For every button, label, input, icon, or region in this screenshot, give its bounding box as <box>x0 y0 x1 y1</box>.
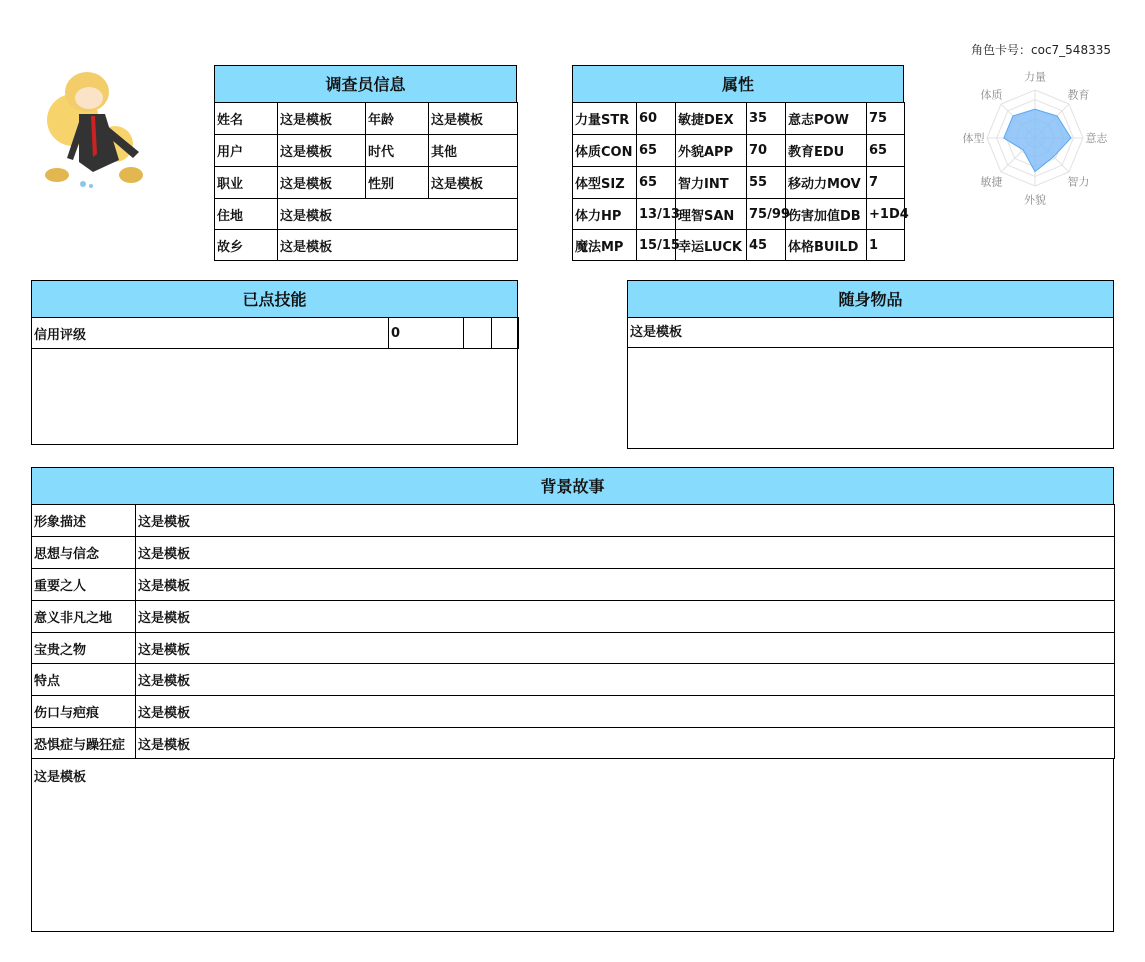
skills-table <box>31 317 519 349</box>
bg-value[interactable]: 这是模板 <box>136 728 1115 759</box>
radar-axis-label: 体质 <box>980 88 1003 102</box>
field-label: 故乡 <box>215 230 278 261</box>
attr-label: 外貌APP <box>676 135 747 167</box>
radar-axis-label: 教育 <box>1067 88 1090 102</box>
background-notes[interactable]: 这是模板 <box>31 758 1114 932</box>
skill-check[interactable] <box>464 318 492 349</box>
avatar <box>35 62 147 192</box>
bg-label: 重要之人 <box>32 569 136 601</box>
field-value[interactable]: 这是模板 <box>278 230 518 261</box>
bg-value[interactable]: 这是模板 <box>136 505 1115 537</box>
attr-value[interactable]: 1 <box>867 230 905 261</box>
background-header: 背景故事 <box>31 467 1114 505</box>
attr-value[interactable]: 7 <box>867 167 905 199</box>
attr-label: 移动力MOV <box>786 167 867 199</box>
attr-label: 体质CON <box>573 135 637 167</box>
field-label: 性别 <box>366 167 429 199</box>
attr-value[interactable]: 13/13 <box>637 199 676 230</box>
items-panel <box>627 317 1114 449</box>
field-value[interactable]: 这是模板 <box>278 167 366 199</box>
attr-value[interactable]: 55 <box>747 167 786 199</box>
bg-value[interactable]: 这是模板 <box>136 601 1115 633</box>
field-value[interactable]: 这是模板 <box>429 167 518 199</box>
field-label: 时代 <box>366 135 429 167</box>
field-value[interactable]: 其他 <box>429 135 518 167</box>
attr-value[interactable]: 65 <box>637 167 676 199</box>
field-value[interactable]: 这是模板 <box>429 103 518 135</box>
attr-value[interactable]: 75 <box>867 103 905 135</box>
field-value[interactable]: 这是模板 <box>278 103 366 135</box>
attr-label: 力量STR <box>573 103 637 135</box>
field-label: 年龄 <box>366 103 429 135</box>
radar-axis-label: 力量 <box>1024 70 1046 84</box>
attr-label: 敏捷DEX <box>676 103 747 135</box>
radar-axis-label: 意志 <box>1085 132 1108 145</box>
attr-label: 魔法MP <box>573 230 637 261</box>
attr-label: 理智SAN <box>676 199 747 230</box>
skill-name: 信用评级 <box>32 318 389 349</box>
attr-label: 意志POW <box>786 103 867 135</box>
bg-label: 意义非凡之地 <box>32 601 136 633</box>
bg-value[interactable]: 这是模板 <box>136 537 1115 569</box>
radar-axis-label: 外貌 <box>1024 193 1046 207</box>
bg-label: 伤口与疤痕 <box>32 696 136 728</box>
background-table <box>31 504 1115 759</box>
field-label: 用户 <box>215 135 278 167</box>
investigator-header: 调查员信息 <box>214 65 517 103</box>
bg-value[interactable]: 这是模板 <box>136 569 1115 601</box>
bg-value[interactable]: 这是模板 <box>136 696 1115 728</box>
radar-axis-label: 体型 <box>962 132 985 145</box>
attr-label: 幸运LUCK <box>676 230 747 261</box>
attr-label: 体力HP <box>573 199 637 230</box>
attr-value[interactable]: 65 <box>637 135 676 167</box>
radar-axis-label: 敏捷 <box>980 175 1003 189</box>
items-header: 随身物品 <box>627 280 1114 318</box>
attr-value[interactable]: 65 <box>867 135 905 167</box>
attr-value[interactable]: 75/99 <box>747 199 786 230</box>
attr-value[interactable]: 60 <box>637 103 676 135</box>
card-id: 角色卡号：coc7_548335 <box>971 43 1111 57</box>
attr-value[interactable]: 35 <box>747 103 786 135</box>
field-label: 住地 <box>215 199 278 230</box>
attr-label: 教育EDU <box>786 135 867 167</box>
attr-label: 体格BUILD <box>786 230 867 261</box>
attr-label: 体型SIZ <box>573 167 637 199</box>
bg-label: 恐惧症与躁狂症 <box>32 728 136 759</box>
attr-label: 伤害加值DB <box>786 199 867 230</box>
field-value[interactable]: 这是模板 <box>278 199 518 230</box>
attr-value[interactable]: 70 <box>747 135 786 167</box>
bg-label: 特点 <box>32 664 136 696</box>
attribute-radar-chart <box>950 68 1120 213</box>
attributes-header: 属性 <box>572 65 904 103</box>
skills-panel <box>31 317 518 445</box>
radar-data-area <box>1004 109 1071 171</box>
investigator-table <box>214 102 518 261</box>
attr-label: 智力INT <box>676 167 747 199</box>
attr-value[interactable]: 45 <box>747 230 786 261</box>
bg-label: 思想与信念 <box>32 537 136 569</box>
skill-value[interactable]: 0 <box>389 318 464 349</box>
attr-value[interactable]: 15/15 <box>637 230 676 261</box>
bg-value[interactable]: 这是模板 <box>136 633 1115 664</box>
field-label: 姓名 <box>215 103 278 135</box>
skills-header: 已点技能 <box>31 280 518 318</box>
attr-value[interactable]: +1D4 <box>867 199 905 230</box>
field-label: 职业 <box>215 167 278 199</box>
item-row[interactable]: 这是模板 <box>628 318 1113 348</box>
bg-label: 宝贵之物 <box>32 633 136 664</box>
skill-check[interactable] <box>492 318 519 349</box>
bg-value[interactable]: 这是模板 <box>136 664 1115 696</box>
radar-axis-label: 智力 <box>1067 175 1090 189</box>
attributes-table <box>572 102 909 261</box>
field-value[interactable]: 这是模板 <box>278 135 366 167</box>
bg-label: 形象描述 <box>32 505 136 537</box>
